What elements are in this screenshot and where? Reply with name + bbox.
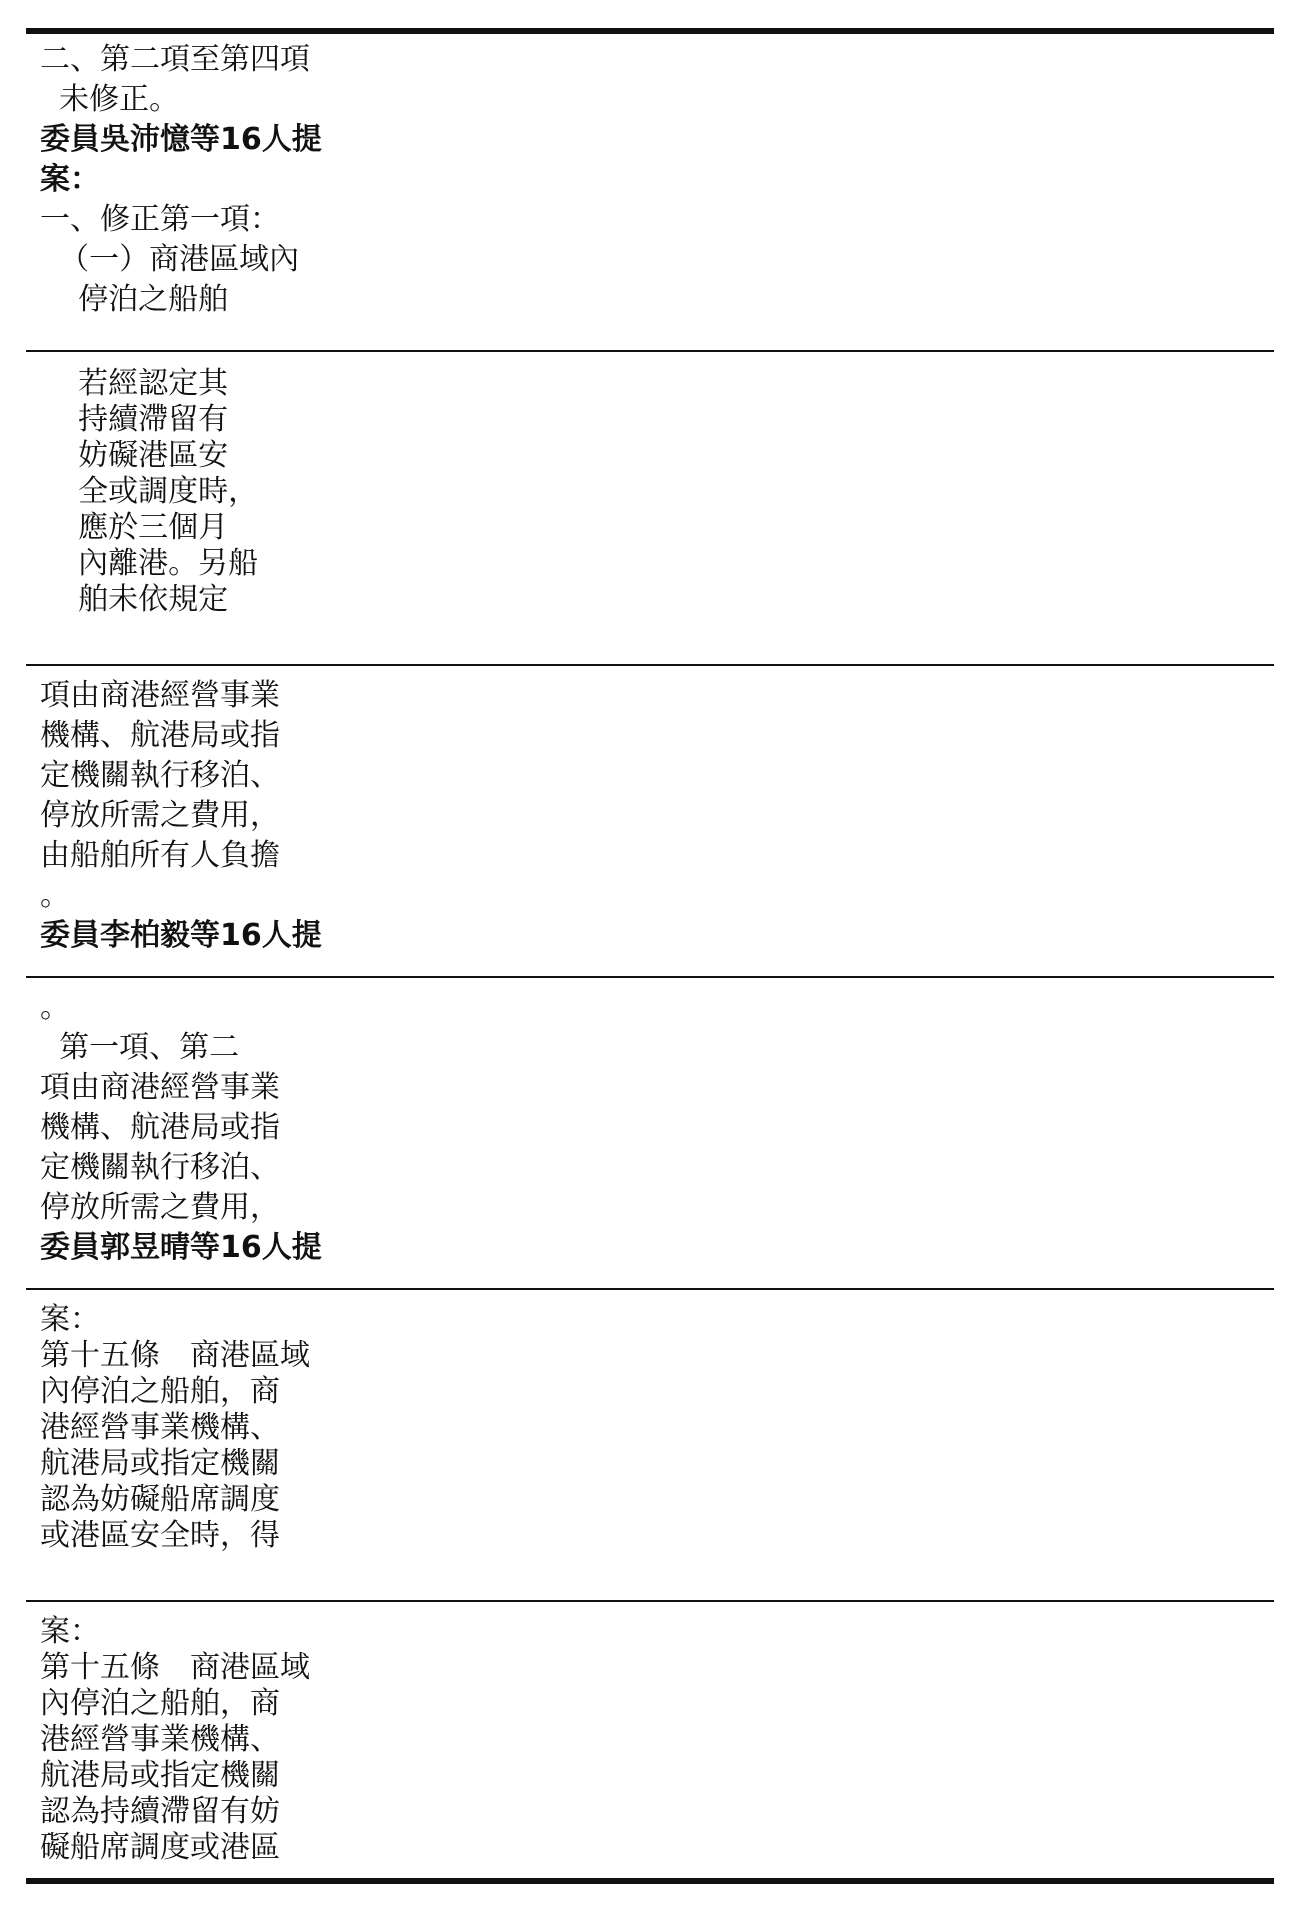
proposer-heading: 委員李柏毅等16人提 (40, 918, 322, 953)
panel-block-1 (40, 40, 1260, 340)
text-line: 若經認定其 (40, 366, 229, 401)
top-rule (26, 28, 1274, 34)
text-line: 項由商港經營事業 (40, 1070, 280, 1105)
panel-overflow-1 (40, 364, 1260, 654)
text-line: 停放所需之費用， (40, 1190, 280, 1225)
rule-4 (26, 1288, 1274, 1290)
text-line: 全或調度時， (40, 474, 259, 509)
text-line: 機構、航港局或指 (40, 718, 280, 753)
text-line: 案： (40, 1614, 100, 1649)
text-line: 應於三個月 (40, 510, 229, 545)
text-line: 第一項、第二 (40, 1030, 240, 1065)
text-line: 認為持續滯留有妨 (40, 1794, 280, 1829)
panel-block-2 (40, 676, 1260, 966)
text-line: 妨礙港區安 (40, 438, 229, 473)
text-line: 第十五條 商港區域 (40, 1338, 310, 1373)
text-line: 機構、航港局或指 (40, 1110, 280, 1145)
text-line: 港經營事業機構、 (40, 1410, 280, 1445)
text-line: 。 (40, 990, 70, 1025)
panel-overflow-3 (40, 1612, 1260, 1872)
text-line: 第十五條 商港區域 (40, 1650, 310, 1685)
text-line: 案： (40, 1302, 100, 1337)
text-line: 一、修正第一項： (40, 202, 280, 237)
proposer-heading: 委員郭昱晴等16人提 (40, 1230, 322, 1265)
text-line: 航港局或指定機關 (40, 1758, 280, 1793)
text-line: 港經營事業機構、 (40, 1722, 280, 1757)
text-line: 二、第二項至第四項 (40, 42, 310, 77)
rule-2 (26, 664, 1274, 666)
text-line: 由船舶所有人負擔 (40, 838, 280, 873)
text-line: 。 (40, 878, 70, 913)
text-line: 航港局或指定機關 (40, 1446, 280, 1481)
rule-3 (26, 976, 1274, 978)
text-line: 舶未依規定 (40, 582, 229, 617)
rule-5 (26, 1600, 1274, 1602)
text-line: 定機關執行移泊、 (40, 1150, 280, 1185)
text-line: 內停泊之船舶，商 (40, 1374, 280, 1409)
text-line: 內離港。另船 (40, 546, 259, 581)
text-line: （一）商港區域內 (40, 242, 300, 277)
panel-overflow-2 (40, 1300, 1260, 1590)
text-line: 未修正。 (40, 82, 180, 117)
text-line: 停泊之船舶 (40, 282, 229, 317)
text-line: 內停泊之船舶，商 (40, 1686, 280, 1721)
text-line: 停放所需之費用， (40, 798, 280, 833)
text-line: 項由商港經營事業 (40, 678, 280, 713)
text-line: 礙船席調度或港區 (40, 1830, 280, 1865)
panel-block-3 (40, 988, 1260, 1278)
proposer-heading: 委員吳沛憶等16人提 (40, 122, 322, 157)
proposer-heading-cont: 案： (40, 162, 100, 197)
text-line: 認為妨礙船席調度 (40, 1482, 280, 1517)
text-line: 持續滯留有 (40, 402, 229, 437)
rule-1 (26, 350, 1274, 352)
text-line: 定機關執行移泊、 (40, 758, 280, 793)
text-line: 或港區安全時，得 (40, 1518, 280, 1553)
bottom-rule (26, 1878, 1274, 1884)
